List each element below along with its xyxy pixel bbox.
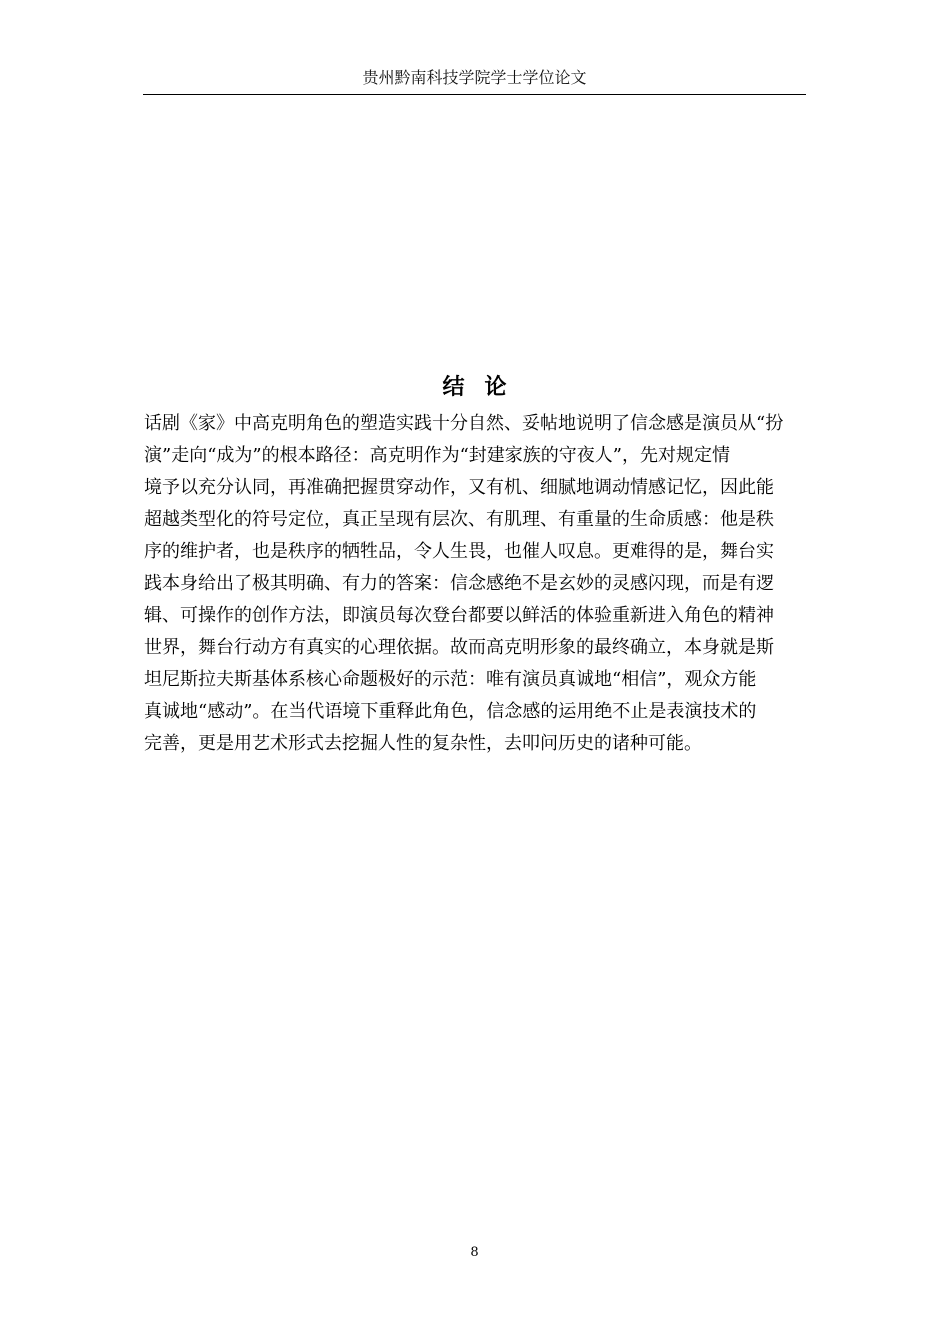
body-line: 真诚地“感动”。在当代语境下重释此角色，信念感的运用绝不止是表演技术的 bbox=[144, 701, 757, 722]
header-title: 贵州黔南科技学院学士学位论文 bbox=[362, 68, 587, 87]
body-line: 辑、可操作的创作方法，即演员每次登台都要以鲜活的体验重新进入角色的精神 bbox=[144, 605, 774, 626]
body-line: 演”走向“成为”的根本路径：高克明作为“封建家族的守夜人”，先对规定情 bbox=[144, 445, 731, 466]
body-line: 超越类型化的符号定位，真正呈现有层次、有肌理、有重量的生命质感：他是秩 bbox=[144, 509, 774, 530]
body-paragraph bbox=[144, 408, 806, 760]
body-line: 境予以充分认同，再准确把握贯穿动作，又有机、细腻地调动情感记忆，因此能 bbox=[144, 477, 774, 498]
page-number: 8 bbox=[470, 1245, 479, 1260]
section-title: 结论 bbox=[442, 375, 527, 400]
body-line: 世界，舞台行动方有真实的心理依据。故而高克明形象的最终确立，本身就是斯 bbox=[144, 637, 774, 658]
body-line: 序的维护者，也是秩序的牺牲品，令人生畏，也催人叹息。更难得的是，舞台实 bbox=[144, 541, 774, 562]
body-line: 坦尼斯拉夫斯基体系核心命题极好的示范：唯有演员真诚地“相信”，观众方能 bbox=[144, 669, 757, 690]
body-line: 践本身给出了极其明确、有力的答案：信念感绝不是玄妙的灵感闪现，而是有逻 bbox=[144, 573, 774, 594]
body-line: 完善，更是用艺术形式去挖掘人性的复杂性，去叩问历史的诸种可能。 bbox=[144, 733, 702, 754]
body-line: 话剧《家》中高克明角色的塑造实践十分自然、妥帖地说明了信念感是演员从“扮 bbox=[144, 413, 784, 434]
page-header bbox=[143, 66, 806, 95]
